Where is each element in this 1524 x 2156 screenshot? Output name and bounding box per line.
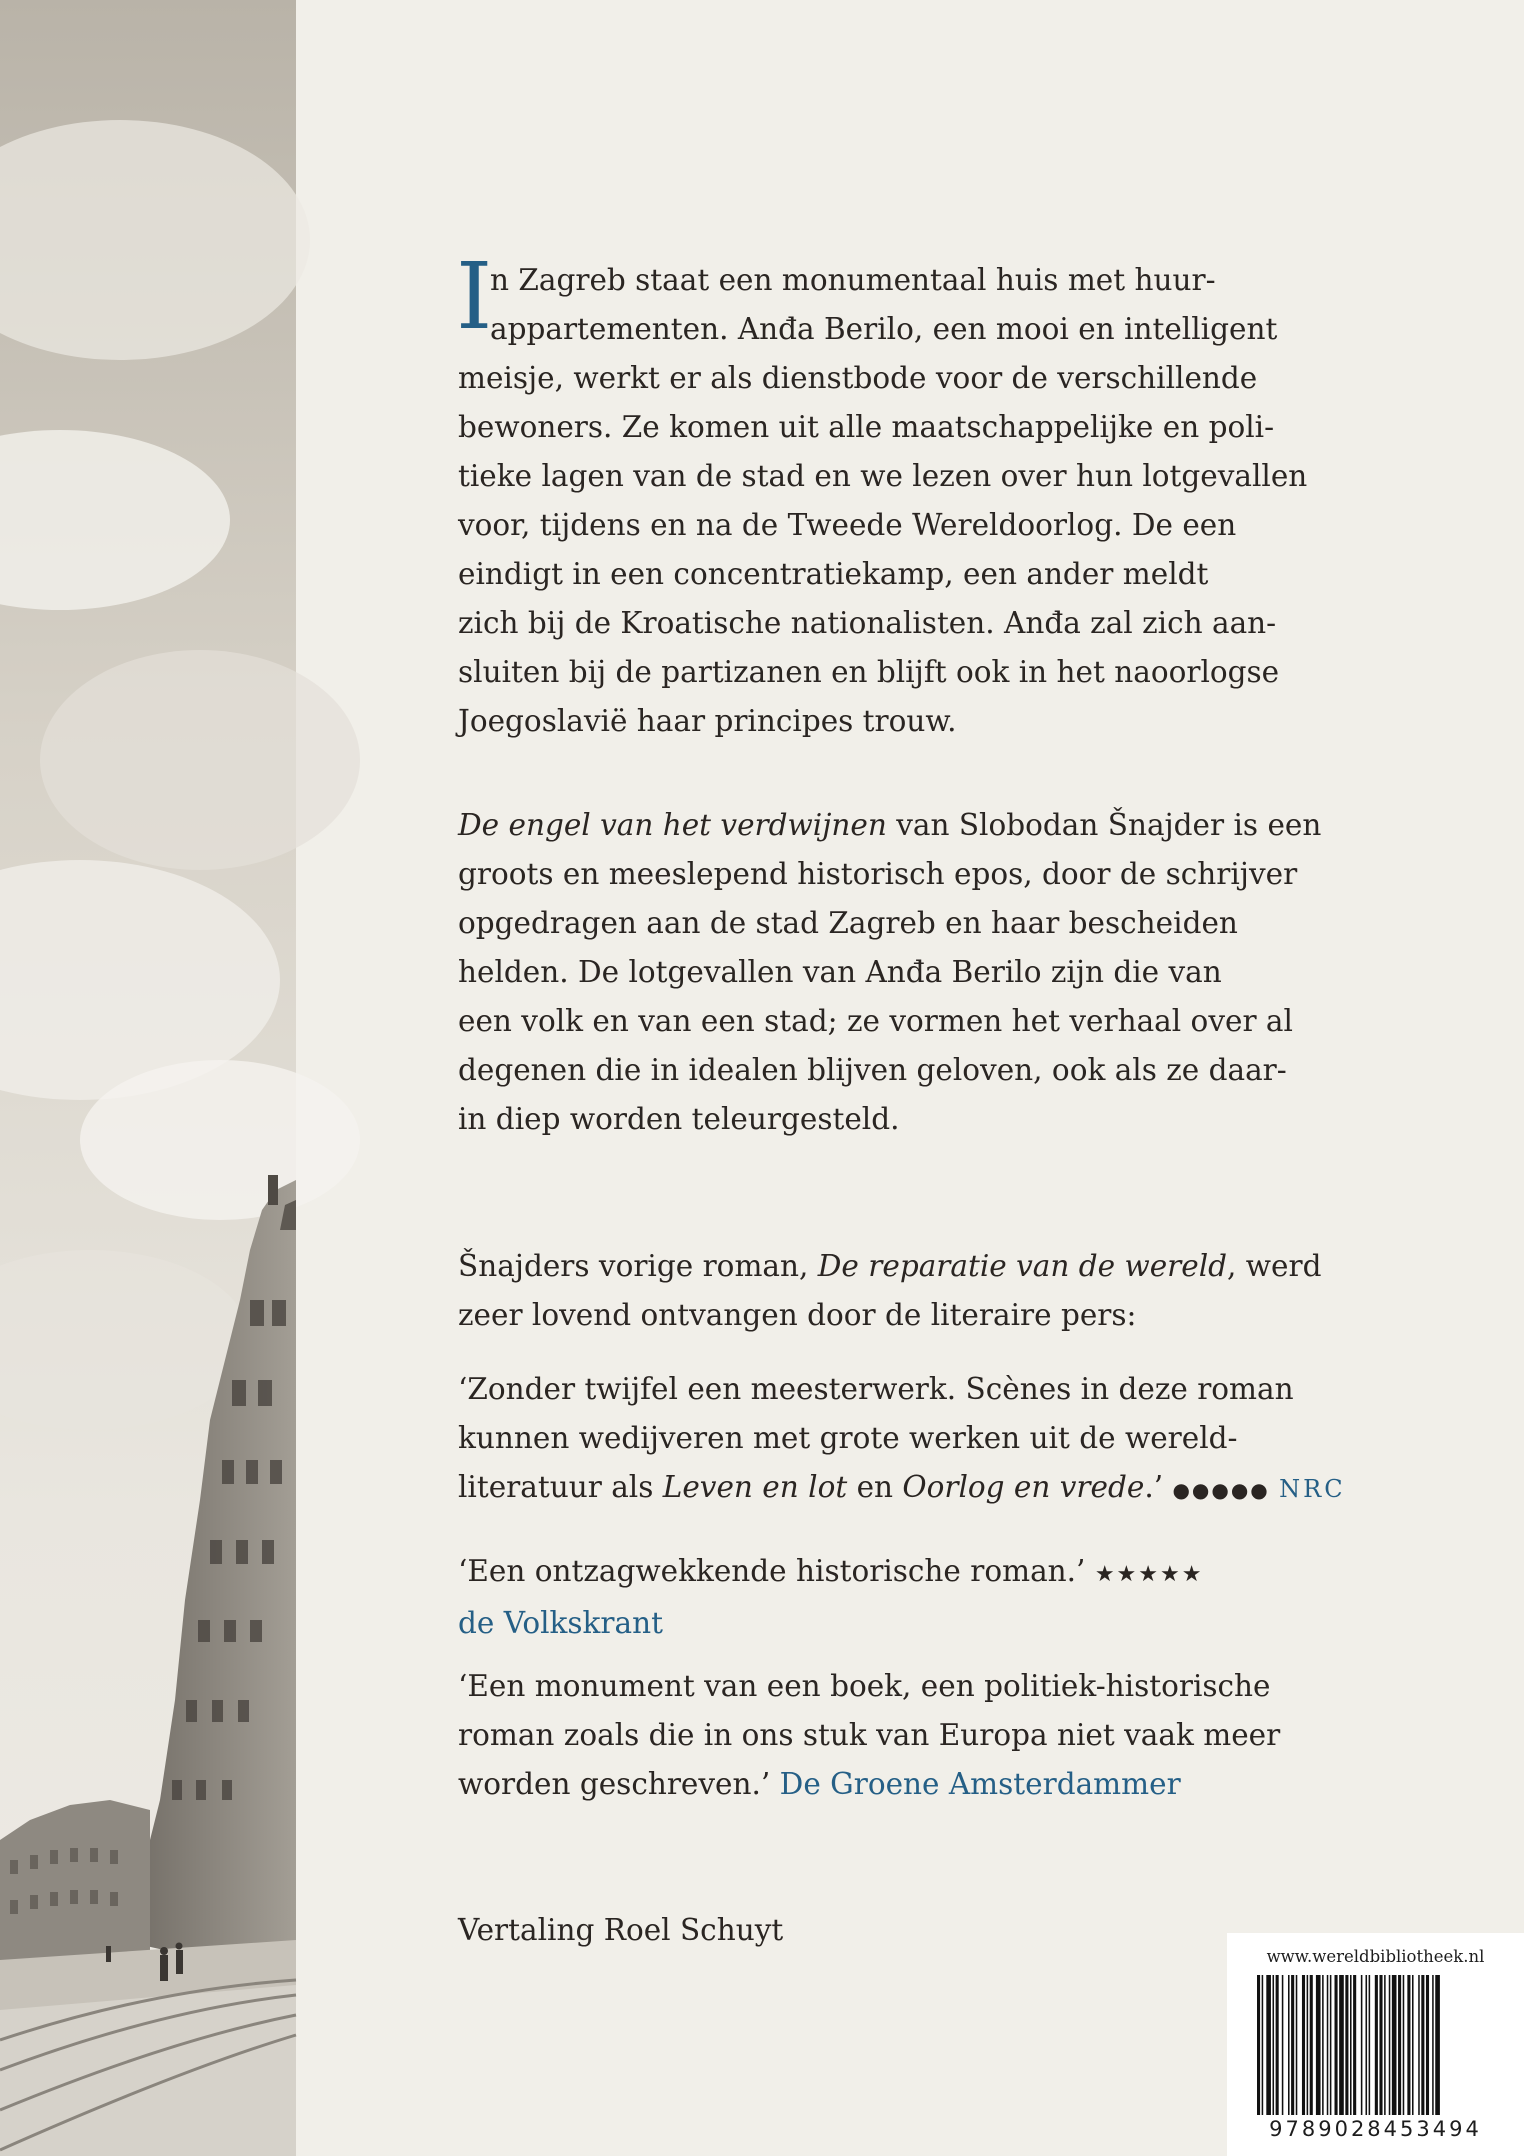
description-line: sluiten bij de partizanen en blijft ook in het naoorlogse (458, 655, 1280, 689)
description-line: eindigt in een concentratiekamp, een ander meldt (458, 557, 1209, 591)
barcode-bar (1366, 1975, 1368, 2115)
barcode-bar (1296, 1975, 1298, 2115)
barcode-bar (1262, 1975, 1264, 2115)
quote-text: .’ (1144, 1470, 1164, 1504)
previous-novel-title: De reparatie van de wereld (817, 1249, 1228, 1283)
review-source: NRC (1279, 1475, 1346, 1503)
barcode-bar (1361, 1975, 1363, 2115)
summary-line (458, 801, 1322, 850)
quote-title: Leven en lot (662, 1470, 848, 1504)
quote-line: roman zoals die in ons stuk van Europa niet vaak meer (458, 1718, 1281, 1752)
summary-line: in diep worden teleurgesteld. (458, 1102, 900, 1136)
barcode-bar (1421, 1975, 1424, 2115)
description-line: meisje, werkt er als dienstbode voor de verschillende (458, 361, 1258, 395)
summary-line: opgedragen aan de stad Zagreb en haar bescheiden (458, 906, 1238, 940)
translator-line: Vertaling Roel Schuyt (458, 1913, 784, 1947)
barcode-bar (1307, 1975, 1309, 2115)
summary-line: een volk en van een stad; ze vormen het verhaal over al (458, 1004, 1293, 1038)
barcode-bar (1418, 1975, 1420, 2115)
barcode-bar (1389, 1975, 1391, 2115)
barcode-bar (1398, 1975, 1401, 2115)
barcode-bar (1407, 1975, 1410, 2115)
isbn-number: 9789028453494 (1269, 2117, 1482, 2141)
dropcap-letter: I (456, 243, 493, 350)
barcode-bar (1273, 1975, 1275, 2115)
quote-line (458, 1760, 1258, 1809)
previous-novel-paragraph (458, 1242, 1322, 1340)
quote-text: ‘Een ontzagwekkende historische roman.’ (458, 1554, 1086, 1588)
barcode-bar (1412, 1975, 1414, 2115)
barcode-bar (1282, 1975, 1284, 2115)
barcode-bar (1302, 1975, 1305, 2115)
description-line: bewoners. Ze komen uit alle maatschappelijke en poli- (458, 410, 1275, 444)
barcode-bar (1384, 1975, 1386, 2115)
street-photo-illustration (0, 0, 296, 2156)
back-cover-text-area (296, 0, 1485, 2156)
barcode-bar (1335, 1975, 1338, 2115)
barcode-bar (1327, 1975, 1329, 2115)
barcode-bar (1435, 1975, 1440, 2115)
description-line: zich bij de Kroatische nationalisten. Anđa zal zich aan- (458, 606, 1277, 640)
barcode-bar (1379, 1975, 1382, 2115)
barcode-bar (1353, 1975, 1356, 2115)
quote-title: Oorlog en vrede (902, 1470, 1145, 1504)
barcode-panel (1227, 1933, 1524, 2156)
rating-stars: ★★★★★ (1094, 1562, 1204, 1587)
rating-dots: ●●●●● (1172, 1478, 1270, 1502)
cover-photo-zagreb-street (0, 0, 296, 2156)
review-source: de Volkskrant (458, 1606, 663, 1640)
quote-text: en (847, 1470, 903, 1504)
quote-line: kunnen wedijveren met grote werken uit de wereld- (458, 1421, 1238, 1455)
quote-line: ‘Zonder twijfel een meesterwerk. Scènes in deze roman (458, 1372, 1294, 1406)
description-line: appartementen. Anđa Berilo, een mooi en intelligent (490, 312, 1278, 346)
barcode-bar (1339, 1975, 1344, 2115)
description-line: voor, tijdens en na de Tweede Wereldoorlog. De een (458, 508, 1237, 542)
description-line: tieke lagen van de stad en we lezen over hun lotgevallen (458, 459, 1308, 493)
previous-novel-line: zeer lovend ontvangen door de literaire pers: (458, 1298, 1137, 1332)
previous-novel-suffix: , werd (1227, 1249, 1322, 1283)
barcode-bar (1350, 1975, 1352, 2115)
barcode-icon (1257, 1975, 1494, 2115)
barcode-bar (1403, 1975, 1405, 2115)
barcode-bar (1257, 1975, 1260, 2115)
summary-line-rest: van Slobodan Šnajder is een (886, 808, 1322, 842)
summary-line: groots en meeslepend historisch epos, door de schrijver (458, 857, 1298, 891)
review-quote-groene (458, 1662, 1281, 1809)
barcode-bar (1288, 1975, 1290, 2115)
barcode-bar (1345, 1975, 1348, 2115)
review-quote-nrc (458, 1365, 1346, 1515)
book-title: De engel van het verdwijnen (458, 808, 887, 842)
quote-text: literatuur als (458, 1470, 663, 1504)
review-quote-volkskrant (458, 1547, 1258, 1648)
barcode-bar (1276, 1975, 1279, 2115)
translator-credit (458, 1906, 1258, 1955)
review-source: De Groene Amsterdammer (779, 1767, 1181, 1801)
quote-line: ‘Een monument van een boek, een politiek-historische (458, 1669, 1271, 1703)
previous-novel-line (458, 1242, 1322, 1291)
summary-line: helden. De lotgevallen van Anđa Berilo zijn die van (458, 955, 1222, 989)
publisher-url: www.wereldbibliotheek.nl (1266, 1947, 1485, 1966)
barcode-bar (1432, 1975, 1434, 2115)
barcode-bar (1426, 1975, 1429, 2115)
quote-line (458, 1463, 1346, 1515)
quote-text: worden geschreven.’ (458, 1767, 771, 1801)
barcode-bar (1316, 1975, 1321, 2115)
description-line: Joegoslavië haar principes trouw. (458, 704, 957, 738)
description-line: n Zagreb staat een monumentaal huis met huur- (490, 263, 1216, 297)
barcode-bar (1330, 1975, 1332, 2115)
barcode-bar (1310, 1975, 1313, 2115)
summary-paragraph (458, 801, 1322, 1144)
description-paragraph (456, 243, 1308, 746)
barcode-bar (1392, 1975, 1397, 2115)
barcode-bar (1291, 1975, 1294, 2115)
quote-line (458, 1547, 1258, 1599)
summary-line: degenen die in idealen blijven geloven, ook als ze daar- (458, 1053, 1287, 1087)
barcode-bar (1322, 1975, 1324, 2115)
previous-novel-prefix: Šnajders vorige roman, (458, 1249, 818, 1283)
barcode-bar (1369, 1975, 1371, 2115)
barcode-bar (1266, 1975, 1271, 2115)
barcode-bar (1375, 1975, 1378, 2115)
